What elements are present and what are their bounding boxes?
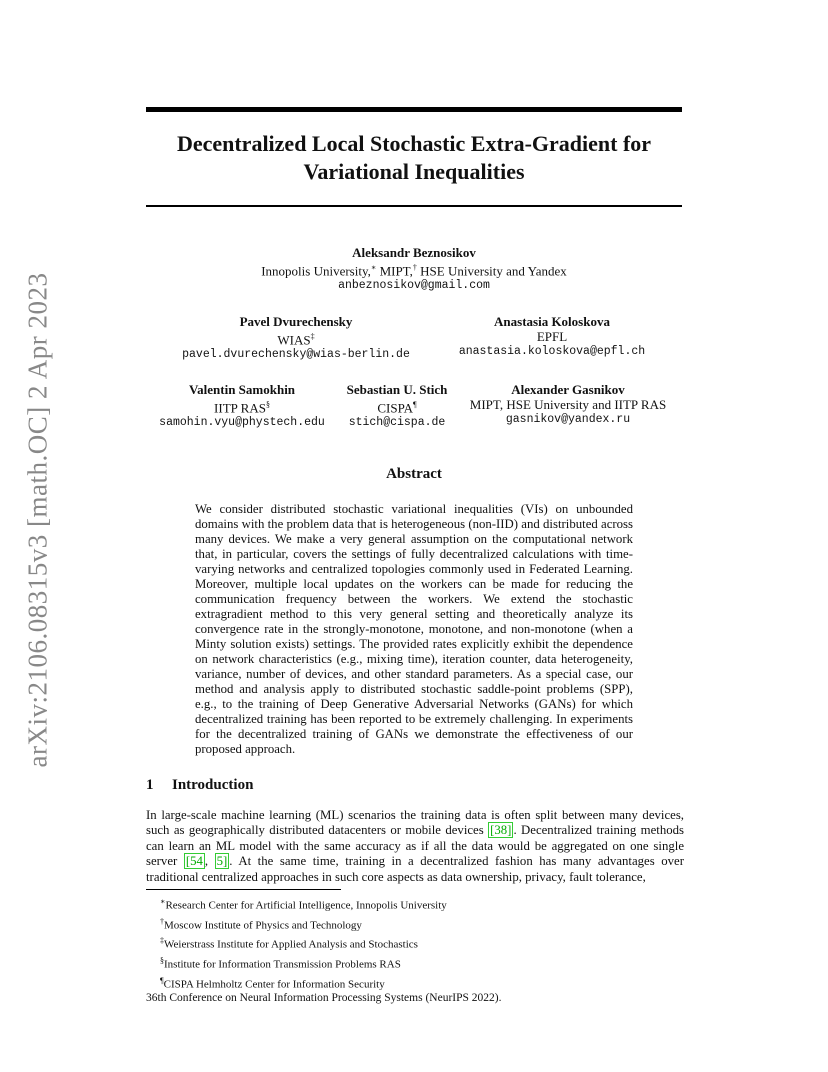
- author-name: Alexander Gasnikov: [511, 382, 625, 397]
- footnotes: [160, 894, 447, 992]
- title-line-1: Decentralized Local Stochastic Extra-Gradient for: [176, 131, 652, 156]
- author-name: Anastasia Koloskova: [494, 314, 610, 329]
- author-affiliation: EPFL: [536, 329, 568, 344]
- paper-title: [146, 130, 682, 186]
- author-name: Pavel Dvurechensky: [239, 314, 353, 329]
- author-affiliation: CISPA¶: [377, 400, 417, 416]
- abstract-heading: Abstract: [386, 466, 442, 482]
- author-email[interactable]: pavel.dvurechensky@wias-berlin.de: [182, 348, 410, 362]
- author-email[interactable]: samohin.vyu@phystech.edu: [159, 416, 325, 430]
- footnote-item: §Institute for Information Transmission Problems RAS: [160, 955, 401, 971]
- author-beznosikov: [146, 245, 682, 293]
- author-dvurechensky: [176, 314, 416, 362]
- footnote-rule: [146, 889, 341, 890]
- author-email[interactable]: stich@cispa.de: [348, 416, 446, 430]
- author-koloskova: [440, 314, 664, 359]
- introduction-paragraph: In large-scale machine learning (ML) scenarios the training data is often split between many devices, such as geographically distributed datacenters or mobile devices [38] . Decentralized training methods can learn an ML model with the same accuracy as if all the data would be aggregated on one single server [54 , 5] . At the same time, training in a decentralized fashion has many advantages over traditional centralized approaches in such core aspects as data ownership, privacy, fault tolerance,: [146, 808, 685, 884]
- author-gasnikov: [460, 382, 676, 427]
- author-email[interactable]: gasnikov@yandex.ru: [505, 413, 631, 426]
- citation-link[interactable]: 5]: [216, 854, 228, 869]
- footnote-item: ‡Weierstrass Institute for Applied Analysis and Stochastics: [160, 936, 418, 951]
- section-title: Introduction: [172, 777, 254, 793]
- footnote-item: ¶CISPA Helmholtz Center for Information Security: [160, 975, 385, 991]
- conference-note: 36th Conference on Neural Information Processing Systems (NeurIPS 2022).: [146, 992, 502, 1004]
- author-name: Aleksandr Beznosikov: [352, 245, 476, 260]
- author-affiliation: WIAS‡: [277, 332, 315, 348]
- section-heading-introduction: [146, 777, 253, 794]
- author-samokhin: [150, 382, 334, 430]
- title-line-2: Variational Inequalities: [303, 159, 525, 184]
- author-affiliation: MIPT, HSE University and IITP RAS: [469, 397, 667, 412]
- citation-link[interactable]: [54: [185, 854, 203, 869]
- author-stich: [338, 382, 456, 430]
- author-name: Valentin Samokhin: [188, 382, 296, 397]
- footnote-item: ∗Research Center for Artificial Intelligence, Innopolis University: [160, 897, 447, 912]
- author-affiliation: Innopolis University,∗ MIPT,† HSE University and Yandex: [261, 263, 567, 279]
- abstract-body: We consider distributed stochastic variational inequalities (VIs) on unbounded domains with the problem data that is heterogeneous (non-IID) and distributed across many devices. We make a very general assumption on the computational network that, in particular, covers the settings of fully decentralized calculations with time-varying networks and centralized topologies commonly used in Federated Learning. Moreover, multiple local updates on the workers can be made for reducing the communication frequency between the workers. We extend the stochastic extragradient method to this very general setting and theoretically analyze its convergence rate in the strongly-monotone, monotone, and non-monotone (when a Minty solution exists) settings. The provided rates explicitly exhibit the dependence on network characteristics (e.g., mixing time), iteration counter, data heterogeneity, variance, number of devices, and other standard parameters. As a special case, our method and analysis apply to distributed stochastic saddle-point problems (SPP), e.g., to the training of Deep Generative Adversarial Networks (GANs) for which decentralized training has been reported to be extremely challenging. In experiments for the decentralized training of GANs we demonstrate the effectiveness of our proposed approach.: [195, 502, 633, 756]
- arxiv-id: arXiv:2106.08315v3 [math.OC] 2 Apr 2023: [22, 272, 53, 768]
- author-affiliation: IITP RAS§: [214, 400, 270, 416]
- citation-link[interactable]: [38]: [490, 823, 512, 838]
- author-email[interactable]: anastasia.koloskova@epfl.ch: [458, 345, 646, 358]
- title-top-rule: [146, 107, 682, 112]
- footnote-item: †Moscow Institute of Physics and Technology: [160, 916, 362, 932]
- title-bottom-rule: [146, 205, 682, 207]
- arxiv-side-stamp: [20, 270, 56, 770]
- author-email[interactable]: anbeznosikov@gmail.com: [338, 279, 490, 293]
- section-number: 1: [146, 777, 154, 793]
- author-name: Sebastian U. Stich: [346, 382, 448, 397]
